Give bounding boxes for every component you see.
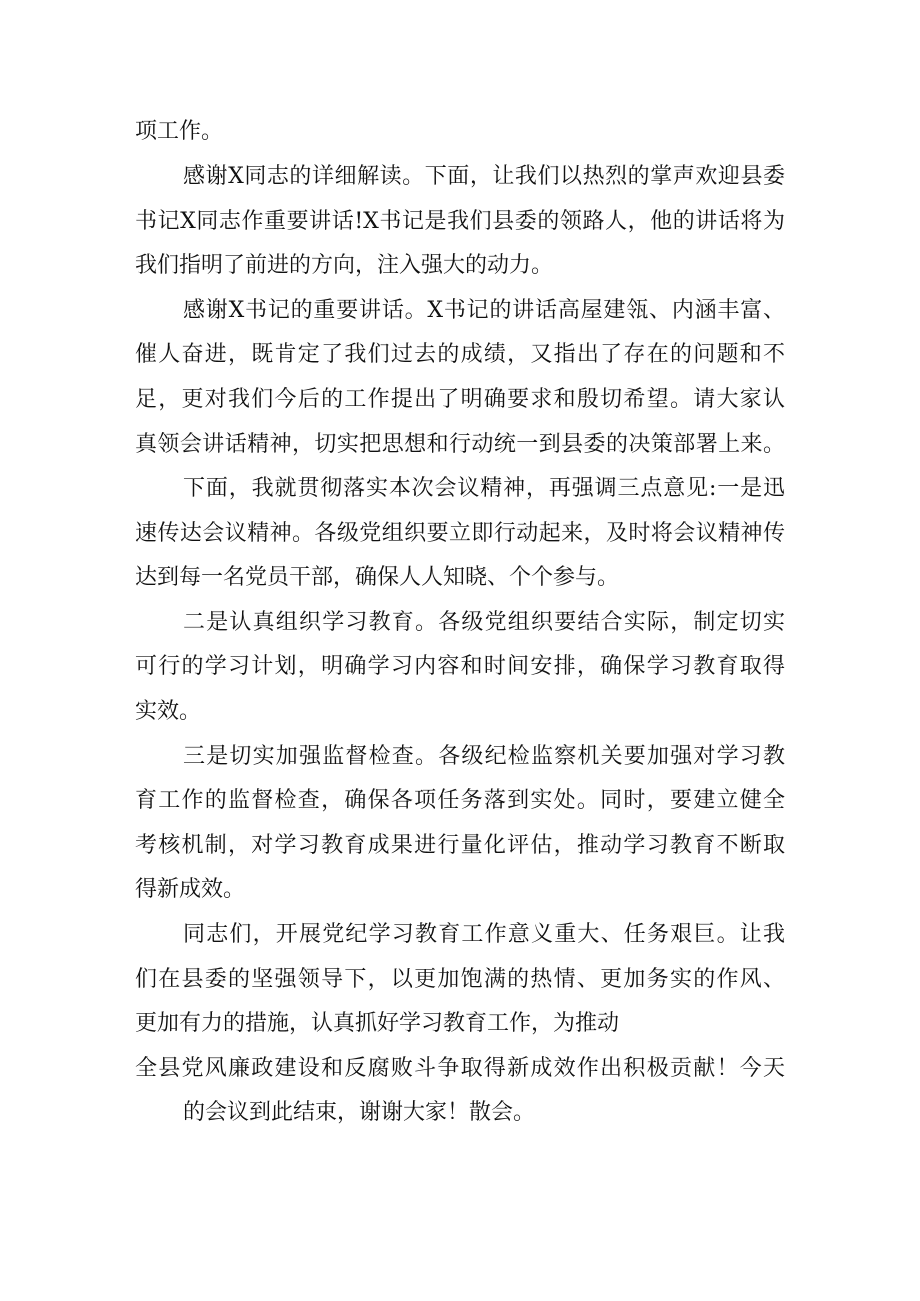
text-line: 考核机制，对学习教育成果进行量化评估，推动学习教育不断取 (135, 833, 785, 858)
text-line: 催人奋进，既肯定了我们过去的成绩，又指出了存在的问题和不 (135, 342, 785, 367)
text-line: 感谢X书记的重要讲话。X书记的讲话高屋建瓴、内涵丰富、 (183, 298, 785, 323)
text-line: 下面，我就贯彻落实本次会议精神，再强调三点意见:一是迅 (183, 476, 785, 501)
text-line: 的会议到此结束，谢谢大家！散会。 (183, 1100, 536, 1125)
text-line: 速传达会议精神。各级党组织要立即行动起来，及时将会议精神传 (135, 521, 785, 546)
text-line: 真领会讲话精神，切实把思想和行动统一到县委的决策部署上来。 (135, 432, 785, 457)
text-line: 达到每一名党员干部，确保人人知晓、个个参与。 (135, 565, 620, 590)
text-line: 们在县委的坚强领导下，以更加饱满的热情、更加务实的作风、 (135, 967, 785, 992)
text-line: 可行的学习计划，明确学习内容和时间安排，确保学习教育取得 (135, 654, 785, 679)
text-line: 同志们，开展党纪学习教育工作意义重大、任务艰巨。让我 (183, 922, 785, 947)
text-line: 足，更对我们今后的工作提出了明确要求和殷切希望。请大家认 (135, 387, 785, 412)
text-line: 书记X同志作重要讲话!X书记是我们县委的领路人，他的讲话将为 (135, 209, 785, 234)
text-line: 三是切实加强监督检查。各级纪检监察机关要加强对学习教 (183, 744, 785, 769)
text-line: 感谢X同志的详细解读。下面，让我们以热烈的掌声欢迎县委 (183, 164, 785, 189)
text-line: 我们指明了前进的方向，注入强大的动力。 (135, 253, 554, 278)
text-line: 更加有力的措施，认真抓好学习教育工作，为推动 (135, 1011, 620, 1036)
text-line: 得新成效。 (135, 877, 246, 902)
text-line: 项工作。 (135, 119, 224, 144)
text-line: 全县党风廉政建设和反腐败斗争取得新成效作出积极贡献！今天 (135, 1056, 785, 1081)
text-line: 实效。 (135, 699, 202, 724)
text-line: 二是认真组织学习教育。各级党组织要结合实际，制定切实 (183, 610, 785, 635)
text-line: 育工作的监督检查，确保各项任务落到实处。同时，要建立健全 (135, 788, 785, 813)
